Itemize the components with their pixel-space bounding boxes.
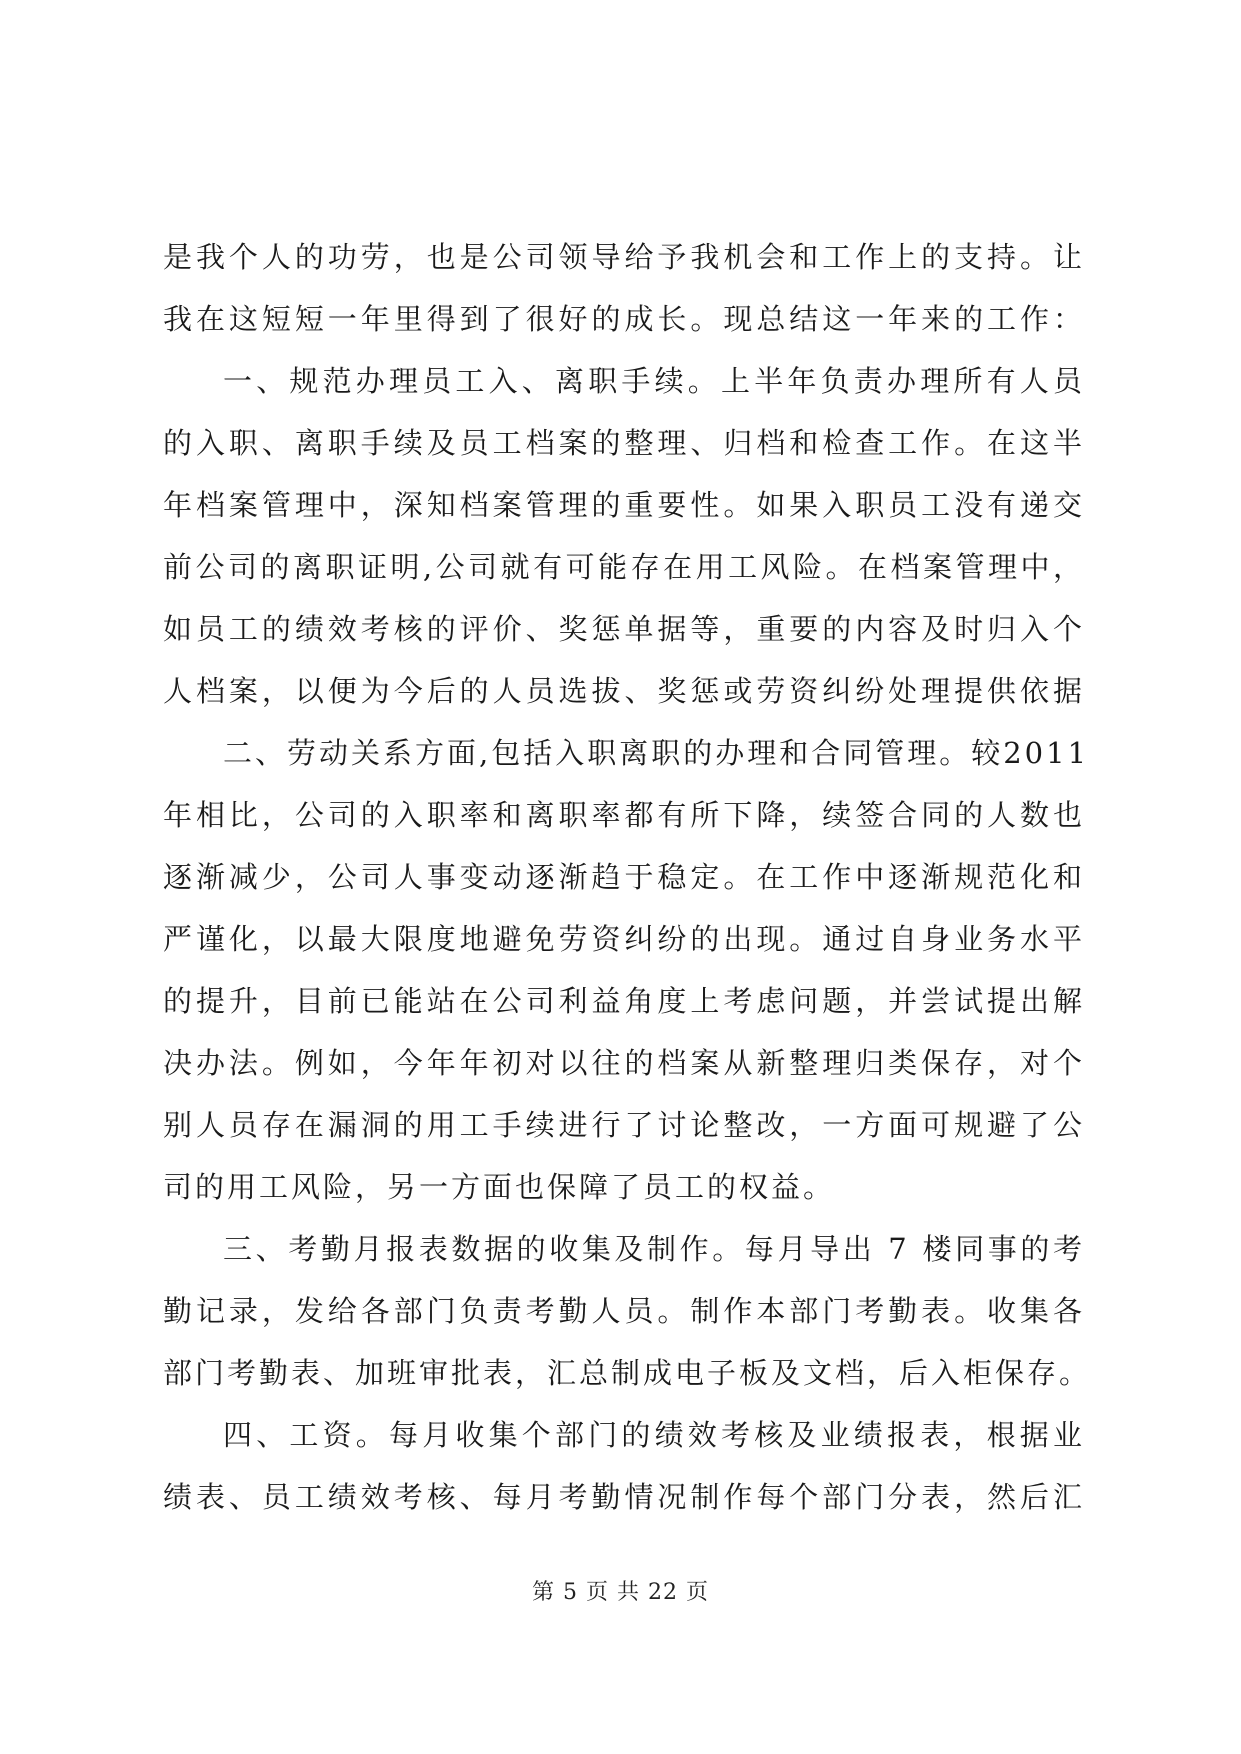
text-line: 前公司的离职证明,公司就有可能存在用工风险。在档案管理中， bbox=[163, 550, 1085, 584]
text-line: 年档案管理中，深知档案管理的重要性。如果入职员工没有递交 bbox=[163, 488, 1085, 522]
text-line: 我在这短短一年里得到了很好的成长。现总结这一年来的工作： bbox=[163, 302, 1085, 336]
text-line: 决办法。例如，今年年初对以往的档案从新整理归类保存，对个 bbox=[163, 1046, 1085, 1080]
text-line: 部门考勤表、加班审批表，汇总制成电子板及文档，后入柜保存。 bbox=[163, 1356, 1092, 1390]
text-line: 三、考勤月报表数据的收集及制作。每月导出 7 楼同事的考 bbox=[223, 1232, 1085, 1266]
text-line: 逐渐减少，公司人事变动逐渐趋于稳定。在工作中逐渐规范化和 bbox=[163, 860, 1085, 894]
text-line: 绩表、员工绩效考核、每月考勤情况制作每个部门分表，然后汇 bbox=[163, 1480, 1085, 1514]
text-line: 勤记录，发给各部门负责考勤人员。制作本部门考勤表。收集各 bbox=[163, 1294, 1085, 1328]
body-text bbox=[163, 226, 1092, 1528]
text-line: 年相比，公司的入职率和离职率都有所下降，续签合同的人数也 bbox=[163, 798, 1085, 832]
text-line: 严谨化，以最大限度地避免劳资纠纷的出现。通过自身业务水平 bbox=[163, 922, 1085, 956]
text-line: 司的用工风险，另一方面也保障了员工的权益。 bbox=[163, 1170, 836, 1204]
text-line: 别人员存在漏洞的用工手续进行了讨论整改，一方面可规避了公 bbox=[163, 1108, 1085, 1142]
text-line: 一、规范办理员工入、离职手续。上半年负责办理所有人员 bbox=[223, 364, 1085, 398]
text-line: 如员工的绩效考核的评价、奖惩单据等，重要的内容及时归入个 bbox=[163, 612, 1085, 646]
text-line: 人档案，以便为今后的人员选拔、奖惩或劳资纠纷处理提供依据 bbox=[163, 674, 1085, 708]
page-number-footer: 第 5 页 共 22 页 bbox=[532, 1580, 709, 1605]
text-line: 的入职、离职手续及员工档案的整理、归档和检查工作。在这半 bbox=[163, 426, 1085, 460]
text-line: 是我个人的功劳，也是公司领导给予我机会和工作上的支持。让 bbox=[163, 240, 1085, 274]
text-line: 的提升，目前已能站在公司利益角度上考虑问题，并尝试提出解 bbox=[163, 984, 1085, 1018]
text-line: 四、工资。每月收集个部门的绩效考核及业绩报表，根据业 bbox=[223, 1418, 1085, 1452]
text-line: 二、劳动关系方面,包括入职离职的办理和合同管理。较2011 bbox=[223, 736, 1090, 770]
